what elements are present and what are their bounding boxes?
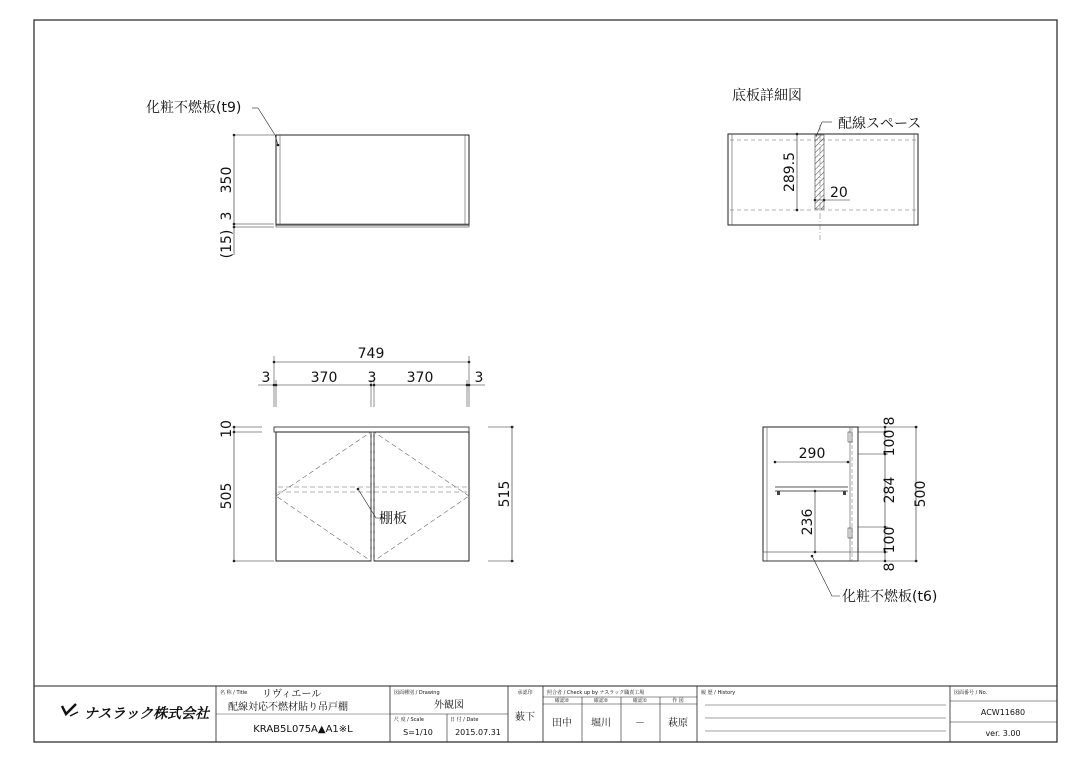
- date-head: 日 付 / Date: [450, 717, 479, 723]
- section-dim-top: 8: [882, 416, 898, 426]
- front-dim-total: 749: [357, 346, 385, 362]
- front-dim-right-door: 370: [406, 370, 434, 386]
- date-value: 2015.07.31: [455, 728, 501, 737]
- scale-value: S=1/10: [403, 728, 433, 737]
- check-name-4: 萩原: [668, 718, 688, 729]
- section-dim-bottom: 8: [882, 562, 898, 572]
- section-dim-total: 500: [913, 480, 929, 508]
- number-head: 図面番号 / No.: [954, 690, 988, 696]
- front-dim-left-door: 370: [310, 370, 338, 386]
- front-dim-overall: 515: [497, 480, 513, 508]
- side-panel-label: 化粧不燃板(t9): [146, 100, 242, 116]
- section-panel-label: 化粧不燃板(t6): [842, 589, 938, 605]
- section-dim-shelf-depth: 290: [798, 446, 826, 462]
- section-dim-middle: 284: [882, 476, 898, 504]
- bottom-dim-depth: 289.5: [782, 151, 798, 193]
- bottom-detail-title: 底板詳細図: [732, 88, 802, 104]
- front-dim-left-gap: 3: [261, 370, 271, 386]
- bottom-detail: [728, 87, 921, 240]
- company-logo: [62, 704, 211, 722]
- history-head: 履 歴 / History: [701, 690, 736, 696]
- side-dim-bottom: 3: [219, 211, 235, 221]
- front-dim-mid-gap: 3: [367, 370, 377, 386]
- front-view: [219, 346, 514, 562]
- model-number: KRAB5L075A▲A1※L: [253, 724, 353, 735]
- check-name-1: 田中: [552, 718, 572, 729]
- wiring-space-label: 配線スペース: [838, 116, 922, 132]
- title-line1: リヴィエール: [262, 689, 322, 700]
- check-col-1: 確認②: [554, 698, 570, 704]
- side-dim-height: 350: [219, 166, 235, 194]
- version: ver. 3.00: [985, 729, 1021, 738]
- check-name-2: 堀川: [591, 718, 611, 729]
- scale-head: 尺 度 / Scale: [394, 717, 424, 723]
- title-head: 名 称 / Title: [220, 690, 248, 696]
- bottom-dim-space: 20: [830, 185, 848, 201]
- section-dim-lower: 100: [882, 526, 898, 554]
- check-col-3: 確認①: [632, 698, 648, 704]
- section-view: [763, 417, 937, 605]
- front-dim-top: 10: [219, 420, 235, 438]
- shelf-label: 棚板: [379, 511, 407, 527]
- section-dim-upper: 100: [882, 429, 898, 457]
- check-col-2: 確認②: [593, 698, 609, 704]
- approver-name: 薮下: [515, 712, 535, 723]
- drawing-number: ACW11680: [980, 708, 1026, 717]
- side-view: [146, 99, 469, 258]
- drawing-type: 外観図: [434, 700, 464, 711]
- check-head: 照合者 / Check up by ナスラック職責工場: [547, 690, 645, 696]
- section-dim-lower-inner: 236: [800, 508, 816, 536]
- check-col-4: 作 図: [672, 698, 684, 704]
- front-dim-right-gap: 3: [474, 370, 484, 386]
- front-dim-height: 505: [219, 482, 235, 510]
- side-dim-ext: (15): [219, 229, 235, 259]
- drawing-head: 図面種別 / Drawing: [394, 690, 440, 696]
- approver-head: 承認印: [517, 690, 533, 696]
- title-block: [34, 686, 1057, 742]
- check-name-3: －: [635, 718, 645, 729]
- title-line2: 配線対応不燃材貼り吊戸棚: [228, 702, 348, 713]
- company-name: ナスラック株式会社: [84, 706, 210, 722]
